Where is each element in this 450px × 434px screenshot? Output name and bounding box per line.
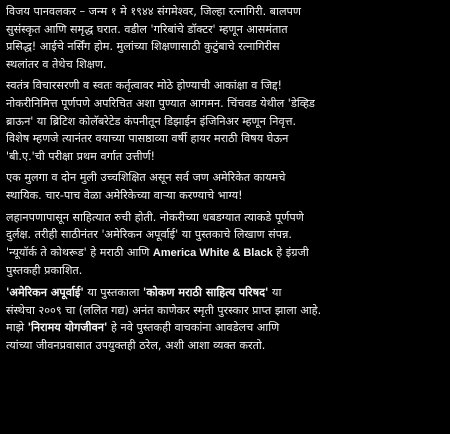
bio-line: प्रसिद्ध! आईचे नर्सिंग होम. मुलांच्या शिक्षणासाठी कुटुंबाचे रत्नागिरीस xyxy=(6,40,280,54)
new-book-text-post: हे नवे पुस्तकही वाचकांना आवडेलच आणि xyxy=(107,321,280,335)
english-book-title: America White & Black xyxy=(152,246,273,259)
books-text-post: हे इंग्रजी xyxy=(272,245,309,259)
bio-paragraph-birth xyxy=(6,3,444,73)
bio-line: 'बी.ए.'ची परीक्षा प्रथम वर्गात उत्तीर्ण! xyxy=(6,149,156,163)
bio-line: स्वतंत्र विचारसरणी व स्वतः कर्तृत्वावर मोठे होण्याची आकांक्षा व जिद्द! xyxy=(6,79,283,93)
award-body-name: 'कोकण मराठी साहित्य परिषद' xyxy=(142,285,269,299)
bio-line: ब्राऊन' या ब्रिटिश कोलॅबरेटेड कंपनीतून डिझाईन इंजिनिअर म्हणून निवृत्त. xyxy=(6,114,297,128)
bio-line-award xyxy=(6,284,444,302)
bio-paragraph-family xyxy=(6,169,444,204)
book-title-american-apurvai: 'अमेरिकन अपूर्वाई' xyxy=(6,285,84,299)
bio-line-new-book xyxy=(6,319,444,337)
bio-line: दुर्लक्ष. तरीही साठीनंतर 'अमेरिकन अपूर्वाई' या पुस्तकाचे लिखाण संपन्न. xyxy=(6,228,292,242)
bio-line: नोकरीनिमित्त पूर्णपणे अपरिचित अशा पुण्यात आगमन. चिंचवड येथील 'डेव्हिड xyxy=(6,96,315,110)
bio-line: लहानपणापासून साहित्यात रुची होती. नोकरीच्या धबडग्यात त्याकडे पूर्णपणे xyxy=(6,210,304,224)
award-text-mid: या पुस्तकाला xyxy=(83,285,143,299)
bio-line: स्थलांतर व तेथेच शिक्षण. xyxy=(6,57,107,71)
bio-paragraph-career xyxy=(6,77,444,165)
bio-line: एक मुलगा व दोन मुली उच्चशिक्षित असून सर्व जण अमेरिकेत कायमचे xyxy=(6,171,286,185)
book-title-niramay-yogjeevan: 'निरामय योगजीवन' xyxy=(27,321,108,335)
bio-line: विजय पानवलकर – जन्म १ मे १९४४ संगमेश्वर, जिल्हा रत्नागिरी. बालपण xyxy=(6,5,301,18)
books-text-pre: 'न्यूयॉर्क ते कोथरूड' हे मराठी आणि xyxy=(6,245,153,259)
award-text-post: या xyxy=(268,285,282,299)
bio-line: पुस्तकही प्रकाशित. xyxy=(6,264,83,278)
bio-line: स्थायिक. चार-पाच वेळा अमेरिकेच्या वाऱ्या करण्याचे भाग्य! xyxy=(6,188,243,202)
bio-line-books xyxy=(6,244,444,263)
bio-line: सुसंस्कृत आणि समृद्ध घरात. वडील 'गरिबांचे डॉक्टर' म्हणून आसमंतात xyxy=(6,22,288,36)
bio-paragraph-literature xyxy=(6,209,444,280)
new-book-text-pre: माझे xyxy=(6,321,28,335)
bio-paragraph-award xyxy=(6,284,444,354)
bio-line: संस्थेचा २००९ चा (ललित गद्य) अनंत काणेकर स्मृती पुरस्कार प्राप्त झाला आहे. xyxy=(6,303,322,317)
bio-line: त्यांच्या जीवनप्रवासात उपयुक्तही ठरेल, अशी आशा व्यक्त करतो. xyxy=(6,338,266,352)
bio-line: विशेष म्हणजे त्यानंतर वयाच्या पासष्ठाव्या वर्षी हायर मराठी विषय घेऊन xyxy=(6,132,289,146)
